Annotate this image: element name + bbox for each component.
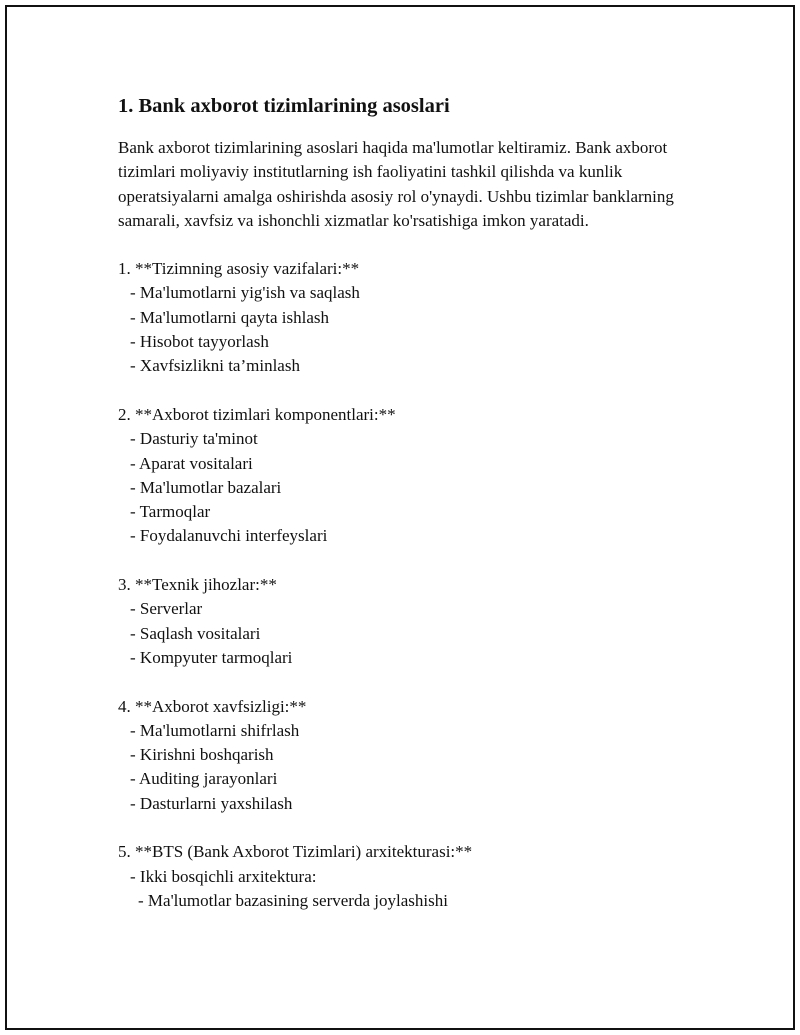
list-item: - Saqlash vositalari bbox=[130, 623, 261, 643]
intro-paragraph: Bank axborot tizimlarining asoslari haqida ma'lumotlar keltiramiz. Bank axborot tizimlari moliyaviy institutlarning ish faoliyatini tashkil qilishda va kunlik operatsiyalarni amalga oshirishda asosiy rol o'ynaydi. Ushbu tizimlar banklarning samarali, xavfsiz va ishonchli xizmatlar ko'rsatishiga imkon yaratadi. bbox=[118, 138, 674, 230]
section-2 bbox=[118, 403, 698, 549]
list-item: - Hisobot tayyorlash bbox=[130, 332, 269, 352]
list-item: - Ikki bosqichli arxitektura: bbox=[130, 866, 317, 886]
list-subitem: - Ma'lumotlar bazasining serverda joylashishi bbox=[138, 890, 448, 910]
section-heading: 5. **BTS (Bank Axborot Tizimlari) arxitekturasi:** bbox=[118, 842, 473, 862]
list-item: - Aparat vositalari bbox=[130, 453, 253, 473]
list-item: - Dasturiy ta'minot bbox=[130, 429, 258, 449]
section-heading: 1. **Tizimning asosiy vazifalari:** bbox=[118, 259, 360, 279]
section-5 bbox=[118, 840, 698, 913]
list-item: - Dasturlarni yaxshilash bbox=[130, 793, 293, 813]
list-item: - Kirishni boshqarish bbox=[130, 745, 274, 765]
section-heading: 2. **Axborot tizimlari komponentlari:** bbox=[118, 404, 396, 424]
document-body bbox=[118, 92, 698, 938]
list-item: - Ma'lumotlarni yig'ish va saqlash bbox=[130, 283, 360, 303]
section-heading: 4. **Axborot xavfsizligi:** bbox=[118, 696, 307, 716]
list-item: - Foydalanuvchi interfeyslari bbox=[130, 526, 328, 546]
list-item: - Ma'lumotlar bazalari bbox=[130, 477, 282, 497]
list-item: - Ma'lumotlarni shifrlash bbox=[130, 720, 300, 740]
list-item: - Tarmoqlar bbox=[130, 502, 211, 522]
list-item: - Auditing jarayonlari bbox=[130, 769, 278, 789]
list-item: - Ma'lumotlarni qayta ishlash bbox=[130, 307, 329, 327]
section-3 bbox=[118, 573, 698, 670]
list-item: - Kompyuter tarmoqlari bbox=[130, 647, 293, 667]
section-1 bbox=[118, 257, 698, 378]
section-heading: 3. **Texnik jihozlar:** bbox=[118, 575, 277, 595]
list-item: - Xavfsizlikni ta’minlash bbox=[130, 356, 300, 376]
list-item: - Serverlar bbox=[130, 599, 203, 619]
document-title: 1. Bank axborot tizimlarining asoslari bbox=[118, 95, 450, 117]
section-4 bbox=[118, 695, 698, 816]
